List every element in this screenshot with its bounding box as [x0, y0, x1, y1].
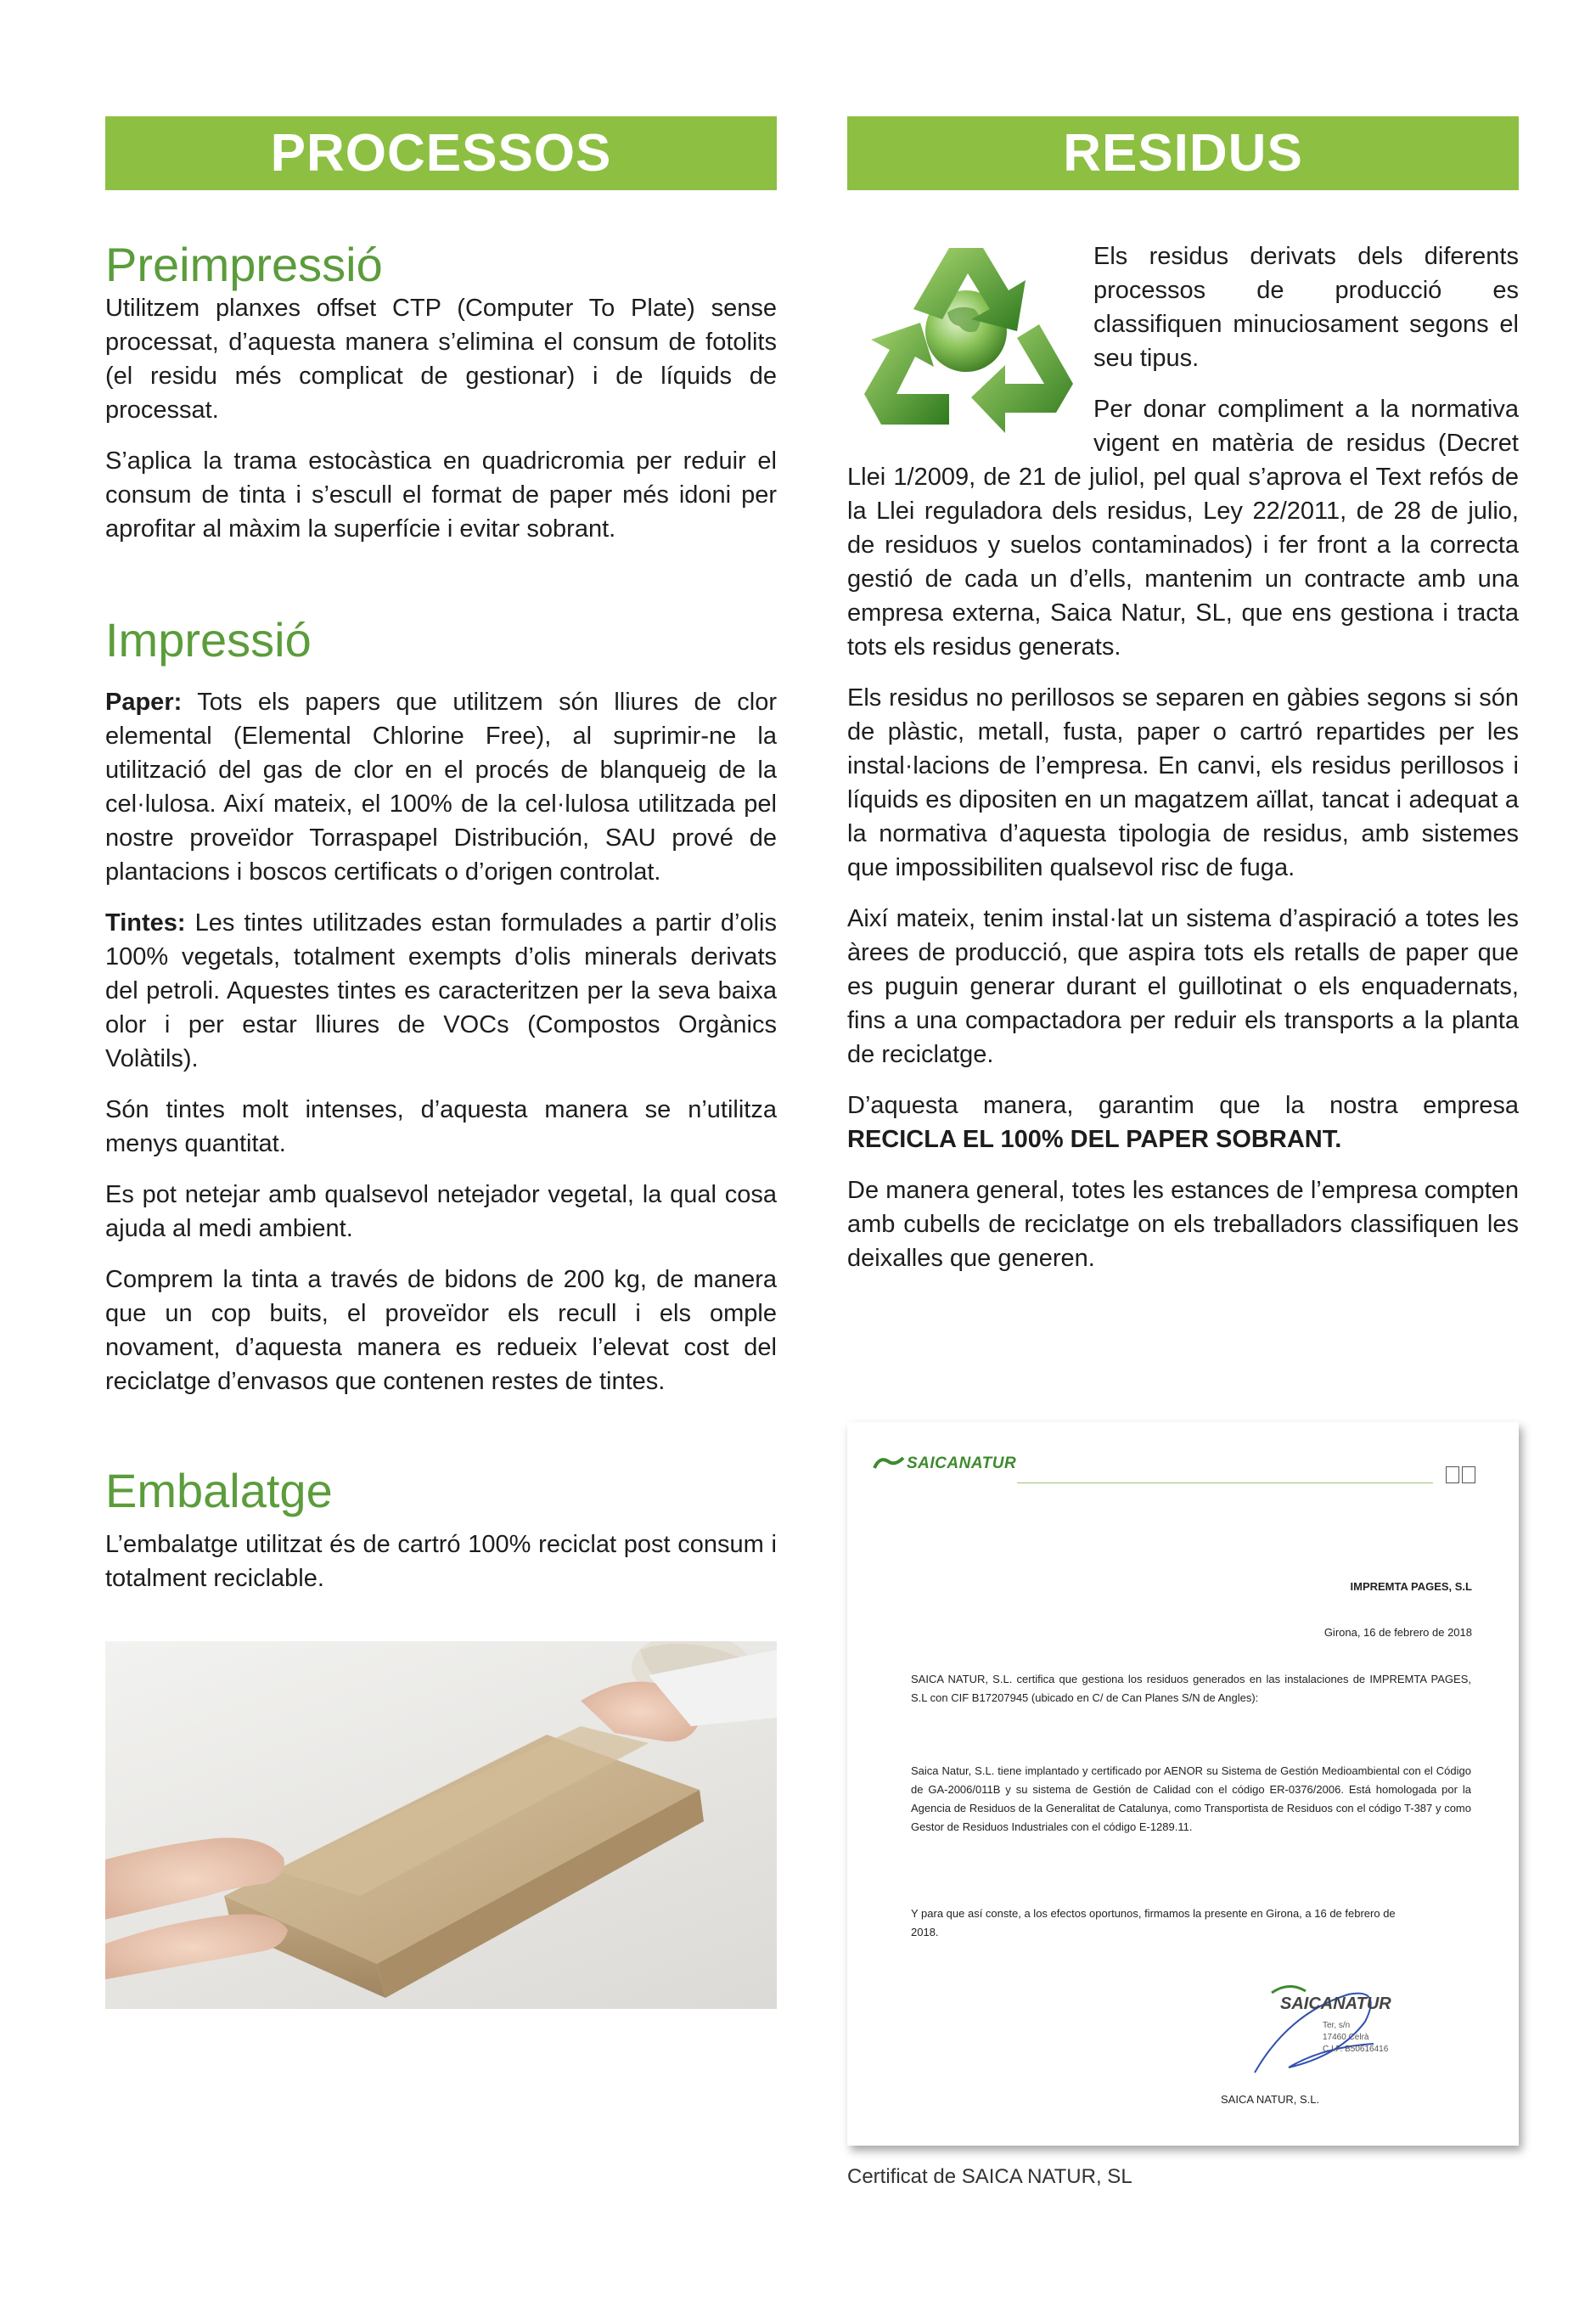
residus-paragraph-5-lead: D’aquesta manera, garantim que la nostra empresa: [847, 1092, 1519, 1119]
paper-paragraph: [105, 685, 777, 889]
cert-recipient: IMPREMTA PAGES, S.L: [1350, 1580, 1472, 1593]
packaging-photo: [105, 1641, 777, 2009]
tintes-label: Tintes:: [105, 909, 186, 937]
residus-banner: RESIDUS: [847, 116, 1519, 190]
cert-date: Girona, 16 de febrero de 2018: [1323, 1626, 1472, 1639]
tintes-paragraph: [105, 906, 777, 1076]
stamp-line-3: C.I.F. B50616416: [1323, 2045, 1389, 2054]
cert-signatory: SAICA NATUR, S.L.: [1221, 2093, 1320, 2106]
paper-text: Tots els papers que utilitzem són lliures de clor elemental (Elemental Chlorine Free), al suprimir-ne la utilització del gas de clor en el procés de blanqueig de la cel·lulosa. Així mateix, el 100% de la cel·lulosa utilitzada pel nostre proveïdor Torraspapel Distribución, SAU prové de plantacions i boscos certificats o d’origen controlat.: [105, 689, 777, 886]
right-column: [847, 116, 1519, 2188]
paper-label: Paper:: [105, 689, 183, 716]
residus-paragraph-1: Els residus derivats dels diferents processos de producció es classifiquen minuciosament segons el seu tipus.: [1093, 243, 1519, 372]
cert-stamp: [1238, 1962, 1408, 2090]
packaging-illustration: [105, 1641, 777, 2009]
cert-paragraph-2: Saica Natur, S.L. tiene implantado y certificado por AENOR su Sistema de Gestión Medioambiental con el Código de GA-2006/011B y su sistema de Gestión de Calidad con el código ER-0376/2006. Está homologada por la Agencia de Residuos de la Generalitat de Catalunya, como Transportista de Residuos con el código T-387 y como Gestor de Residuos Industriales con el código E-1289.11.: [911, 1764, 1471, 1833]
tintes-text: Les tintes utilitzades estan formulades a partir d’olis 100% vegetals, totalment exempts d’olis minerals derivats del petroli. Aquestes tintes es caracteritzen per la seva baixa olor i per estar lliures de VOCs (Compostos Orgànics Volàtils).: [105, 909, 777, 1072]
preimpressio-title: Preimpressió: [105, 238, 383, 291]
saica-certificate: [847, 1422, 1519, 2146]
recicla-statement: RECICLA EL 100% DEL PAPER SOBRANT.: [847, 1126, 1342, 1153]
cert-paragraph-1: SAICA NATUR, S.L. certifica que gestiona los residuos generados en las instalaciones de IMPREMTA PAGES, S.L con CIF B17207945 (ubicado en C/ de Can Planes S/N de Angles):: [911, 1673, 1471, 1704]
aenor-mark-2: [1462, 1466, 1475, 1483]
aenor-mark-1: [1446, 1466, 1459, 1483]
embalatge-paragraph: L’embalatge utilitzat és de cartró 100% reciclat post consum i totalment reciclable.: [105, 1531, 777, 1592]
recycle-icon: [847, 231, 1076, 435]
preimpressio-paragraph-1: Utilitzem planxes offset CTP (Computer To Plate) sense processat, d’aquesta manera s’elimina el consum de fotolits (el residu més complicat de gestionar) i de líquids de processat.: [105, 295, 777, 424]
impressio-title: Impressió: [105, 613, 312, 667]
impressio-paragraph-2: Es pot netejar amb qualsevol netejador vegetal, la qual cosa ajuda al medi ambient.: [105, 1181, 777, 1242]
header-rule: [1017, 1482, 1433, 1483]
impressio-paragraph-3: Comprem la tinta a través de bidons de 200 kg, de manera que un cop buits, el proveïdor els recull i els omple novament, d’aquesta manera es redueix l’elevat cost del reciclatge d’envasos que contenen restes de tintes.: [105, 1266, 777, 1395]
recycle-globe-image: [847, 231, 1093, 443]
stamp-logo: SAICANATUR: [1280, 1994, 1391, 2013]
saica-leaf-icon: [873, 1454, 907, 1473]
stamp-address: [1323, 2020, 1388, 2056]
saica-logo-text: SAICANATUR: [907, 1454, 1017, 1472]
residus-paragraph-6: De manera general, totes les estances de l’empresa compten amb cubells de reciclatge on els treballadors classifiquen les deixalles que generen.: [847, 1177, 1519, 1272]
residus-paragraph-4: Així mateix, tenim instal·lat un sistema d’aspiració a totes les àrees de producció, que aspira tots els retalls de paper que es puguin generar durant el guillotinat o els enquadernats, fins a una compactadora per reduir els transports a la planta de reciclatge.: [847, 905, 1519, 1068]
embalatge-title: Embalatge: [105, 1464, 333, 1517]
processos-banner: PROCESSOS: [105, 116, 777, 190]
left-column: [105, 116, 777, 2009]
certificate-caption: Certificat de SAICA NATUR, SL: [847, 2165, 1132, 2188]
preimpressio-paragraph-2: S’aplica la trama estocàstica en quadricromia per reduir el consum de tinta i s’escull el format de paper més idoni per aprofitar al màxim la superfície i evitar sobrant.: [105, 447, 777, 543]
cert-paragraph-3: Y para que así conste, a los efectos oportunos, firmamos la presente en Girona, a 16 de febrero de 2018.: [911, 1907, 1396, 1938]
saica-logo: [873, 1454, 1016, 1473]
residus-paragraph-5: [847, 1089, 1519, 1156]
impressio-paragraph-1: Són tintes molt intenses, d’aquesta manera se n’utilitza menys quantitat.: [105, 1096, 777, 1157]
stamp-line-1: Ter, s/n: [1323, 2021, 1351, 2030]
stamp-line-2: 17460 Celrà: [1323, 2033, 1369, 2042]
residus-paragraph-3: Els residus no perillosos se separen en gàbies segons si són de plàstic, metall, fusta, paper o cartró repartides per les instal·lacions de l’empresa. En canvi, els residus perillosos i líquids es dipositen en un magatzem aïllat, tancat i adequat a la normativa d’aquesta tipologia de residus, amb sistemes que impossibiliten qualsevol risc de fuga.: [847, 684, 1519, 881]
residus-paragraph-2: Per donar compliment a la normativa vigent en matèria de residus (Decret Llei 1/2009, de 21 de juliol, pel qual s’aprova el Text refós de la Llei reguladora dels residus, Ley 22/2011, de 28 de julio, de residuos y suelos contaminados) i fer front a la correcta gestió de cada un d’ells, mantenim un contracte amb una empresa externa, Saica Natur, SL, que ens gestiona i tracta tots els residus generats.: [847, 396, 1519, 661]
